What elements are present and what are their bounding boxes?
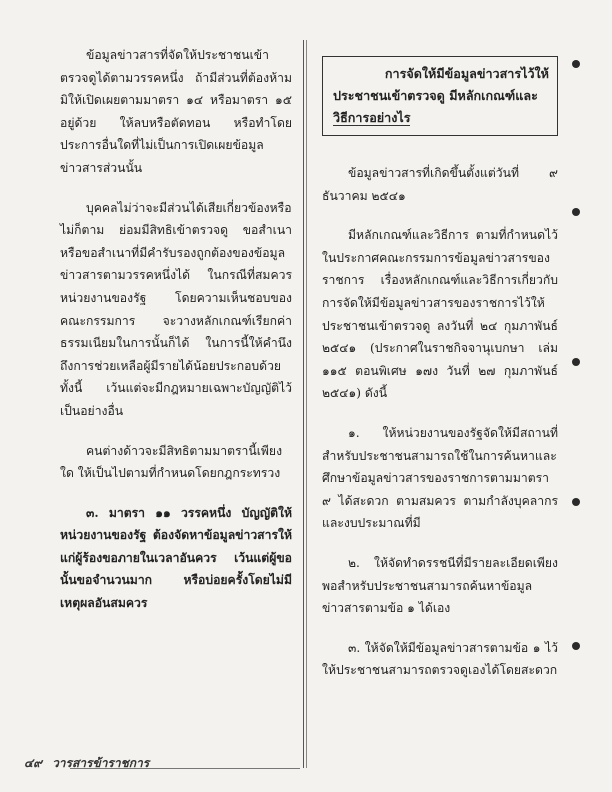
paragraph-inspection-exemptions: ข้อมูลข่าวสารที่จัดให้ประชาชนเข้าตรวจดูได้ตามวรรคหนึ่ง ถ้ามีส่วนที่ต้องห้ามมิให้เปิดเผยตามมาตรา ๑๔ หรือมาตรา ๑๕ อยู่ด้วย ให้ลบหรือตัดทอน หรือทำโดยประการอื่นใดที่ไม่เป็นการเปิดเผยข้อมูลข่าวสารส่วนนั้น [60,48,292,175]
paragraph-criteria-announcement: มีหลักเกณฑ์และวิธีการ ตามที่กำหนดไว้ในประกาศคณะกรรมการข้อมูลข่าวสารของราชการ เรื่องหลักเกณฑ์และวิธีการเกี่ยวกับการจัดให้มีข้อมูลข่าวสารของราชการไว้ให้ประชาชนเข้าตรวจดู ลงวันที่ ๒๔ กุมภาพันธ์ ๒๕๔๑ (ประกาศในราชกิจจานุเบกษา เล่ม ๑๑๕ ตอนพิเศษ ๑๗ง วันที่ ๒๗ กุมภาพันธ์ ๒๕๔๑) ดังนี้ [322,228,558,401]
journal-title: วารสารข้าราชการ [52,756,150,770]
page-footer [24,754,149,773]
paragraph-section-11: ๓. มาตรา ๑๑ วรรคหนึ่ง บัญญัติให้หน่วยงานของรัฐ ต้องจัดหาข้อมูลข่าวสารให้แก่ผู้ร้องขอภายในเวลาอันควร เว้นแต่ผู้ขอนั้นขอจำนวนมาก หรือบ่อยครั้งโดยไม่มีเหตุผลอันสมควร [60,505,292,611]
column-divider-secondary [306,40,307,768]
binder-hole-2 [572,208,580,216]
binder-hole-5 [572,642,580,650]
heading-line-1: การจัดให้มีข้อมูลข่าวสารไว้ให้ [384,66,549,81]
page-number: ๔๙ [24,756,42,770]
paragraph-item-2: ๒. ให้จัดทำดรรชนีที่มีรายละเอียดเพียงพอสำหรับประชาชนสามารถค้นหาข้อมูลข่าวสารตามข้อ ๑ ได้เอง [322,555,558,616]
paragraph-foreigners-rights: คนต่างด้าวจะมีสิทธิตามมาตรานี้เพียงใด ให้เป็นไปตามที่กำหนดโดยกฎกระทรวง [60,443,283,481]
paragraph-info-since-date: ข้อมูลข่าวสารที่เกิดขึ้นตั้งแต่วันที่ ๙ ธันวาคม ๒๕๔๑ [322,166,558,203]
binder-hole-3 [572,358,580,366]
heading-line-2: ประชาชนเข้าตรวจดู มีหลักเกณฑ์และ [333,88,538,103]
right-column [322,44,558,699]
paragraph-item-3: ๓. ให้จัดให้มีข้อมูลข่าวสารตามข้อ ๑ ไว้ให้ประชาชนสามารถตรวจดูเองได้โดยสะดวก [322,640,558,678]
column-divider [303,40,304,768]
footer-rule [70,768,300,769]
heading-line-3: วิธีการอย่างไร [333,110,411,125]
paragraph-item-1: ๑. ให้หน่วยงานของรัฐจัดให้มีสถานที่สำหรับประชาชนสามารถใช้ในการค้นหาและศึกษาข้อมูลข่าวสารของราชการตามมาตรา ๙ ได้สะดวก ตามสมควร ตามกำลังบุคลากรและงบประมาณที่มี [322,425,558,531]
paragraph-right-to-inspect: บุคคลไม่ว่าจะมีส่วนได้เสียเกี่ยวข้องหรือไม่ก็ตาม ย่อมมีสิทธิเข้าตรวจดู ขอสำเนา หรือขอสำเนาที่มีคำรับรองถูกต้องของข้อมูลข่าวสารตามวรรคหนึ่งได้ ในกรณีที่สมควรหน่วยงานของรัฐ โดยความเห็นชอบของคณะกรรมการ จะวางหลักเกณฑ์เรียกค่าธรรมเนียมในการนั้นก็ได้ ในการนี้ให้คำนึงถึงการช่วยเหลือผู้มีรายได้น้อยประกอบด้วย ทั้งนี้ เว้นแต่จะมีกฎหมายเฉพาะบัญญัติไว้เป็นอย่างอื่น [60,200,292,418]
binder-hole-4 [572,498,580,506]
section-heading-box [322,56,558,136]
left-column [60,44,292,632]
binder-hole-1 [572,60,580,68]
